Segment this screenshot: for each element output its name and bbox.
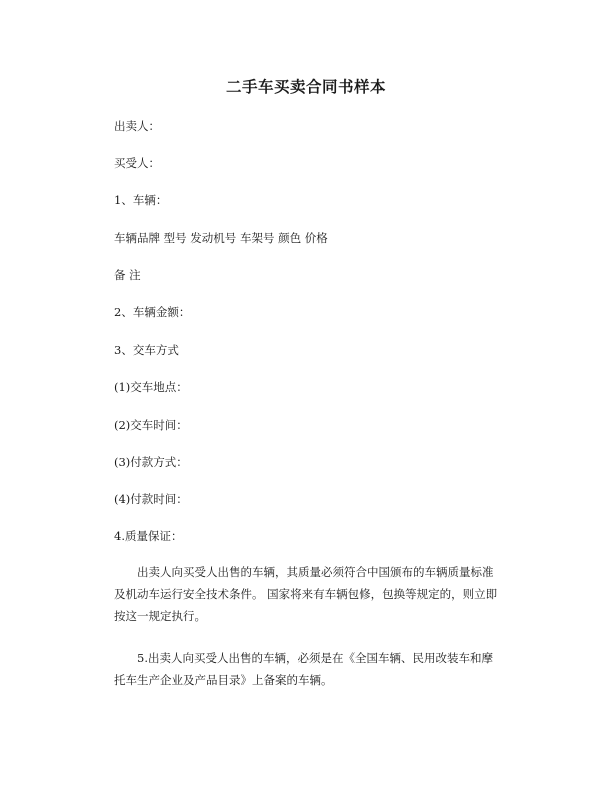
payment-method-label: (3)付款方式： [114,455,188,469]
section-vehicle-heading: 1、车辆： [114,193,168,207]
document-title: 二手车买卖合同书样本 [225,78,386,96]
buyer-label: 买受人： [114,156,160,170]
section-delivery-heading: 3、交车方式 [114,343,179,357]
remarks-label: 备 注 [114,268,141,282]
section-amount-heading: 2、车辆金额： [114,305,191,319]
vehicle-fields-row: 车辆品牌 型号 发动机号 车架号 颜色 价格 [114,231,328,245]
payment-time-label: (4)付款时间： [114,492,188,506]
delivery-location-label: (1)交车地点： [114,380,188,394]
catalog-registration-paragraph: 5.出卖人向买受人出售的车辆，必须是在《全国车辆、民用改装车和摩托车生产企业及产品目录》上备案的车辆。 [114,651,493,687]
seller-label: 出卖人： [114,119,160,133]
section-quality-heading: 4.质量保证： [114,529,183,543]
delivery-time-label: (2)交车时间： [114,418,188,432]
quality-guarantee-paragraph: 出卖人向买受人出售的车辆，其质量必须符合中国颁布的车辆质量标准及机动车运行安全技术条件。 国家将来有车辆包修，包换等规定的，则立即按这一规定执行。 [114,565,498,623]
